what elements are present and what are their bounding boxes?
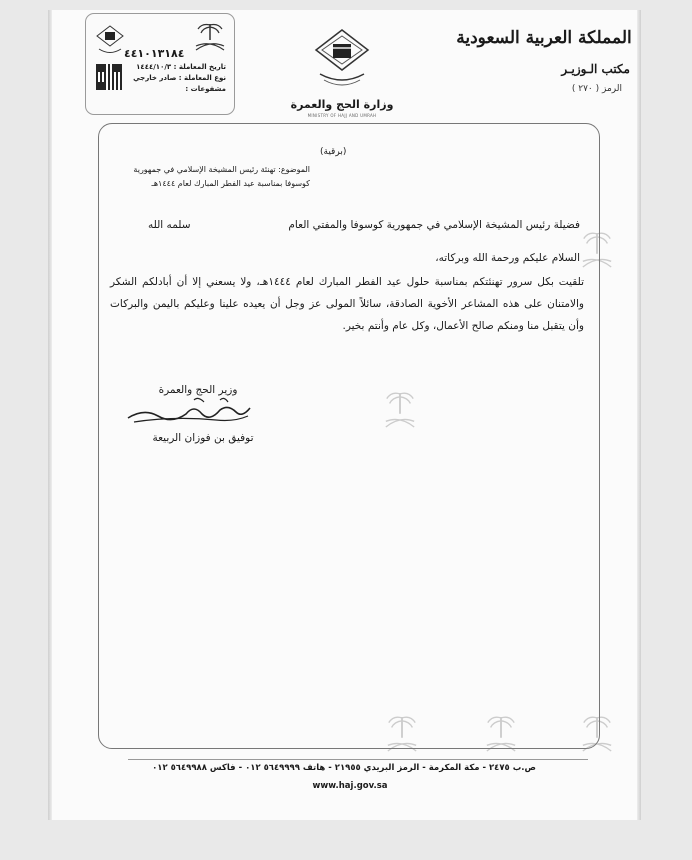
- letter-body: تلقيت بكل سرور تهنئتكم بمناسبة حلول عيد الفطر المبارك لعام ١٤٤٤هـ، ولا يسعني إلا أن أبادلكم الشكر والامتنان على هذه المشاعر الأخوية الصادقة، سائلاً المولى عز وجل أن يعيده علينا وعليكم باليمن والبركات وأن يتقبل منا ومنكم صالح الأعمال، وكل عام وأنتم بخير.: [110, 276, 584, 332]
- signer-title: وزير الحج والعمرة: [158, 384, 238, 396]
- kingdom-title: المملكة العربية السعودية: [456, 28, 632, 48]
- footer-website: www.haj.gov.sa: [312, 781, 388, 791]
- ministry-name: وزارة الحج والعمرة: [290, 98, 394, 111]
- signer-name: توفيق بن فوزان الربيعة: [152, 432, 254, 444]
- subject: [110, 163, 310, 191]
- ministry-logo-small-icon: [95, 24, 125, 58]
- qr-code: [96, 64, 122, 90]
- transaction-date: تاريخ المعاملة : ١٤٤٤/١٠/٣: [136, 63, 226, 71]
- transaction-info-card: [85, 13, 235, 115]
- watermark-emblem-icon: [385, 712, 419, 756]
- watermark-emblem-icon: [580, 228, 614, 272]
- transaction-number: ٤٤١٠١٣١٨٤: [124, 47, 185, 60]
- office-label: مكتب الـوزيـر: [561, 62, 630, 76]
- ministry-logo-icon: [312, 28, 372, 96]
- ministry-name-en: MINISTRY OF HAJJ AND UMRAH: [307, 113, 377, 118]
- transaction-details: [130, 62, 226, 95]
- greeting: السلام عليكم ورحمة الله وبركاته،: [435, 252, 580, 264]
- office-code: الرمز ( ٢٧٠ ): [571, 84, 622, 94]
- watermark-emblem-icon: [580, 712, 614, 756]
- salutation-suffix: سلمه الله: [148, 219, 191, 231]
- page-right-edge: [637, 10, 641, 820]
- palm-swords-emblem-icon: [192, 20, 228, 54]
- subject-line-2: كوسوفا بمناسبة عيد الفطر المبارك لعام ١٤٤٤هـ: [151, 179, 310, 188]
- transaction-attachments: مشفوعات :: [185, 85, 226, 93]
- subject-line-1: الموضوع: تهنئة رئيس المشيخة الإسلامي في جمهورية: [133, 165, 310, 174]
- footer-divider: [128, 759, 588, 760]
- watermark-emblem-icon: [484, 712, 518, 756]
- footer-address: ص.ب ٢٤٧٥ - مكة المكرمة - الرمز البريدي ٢١٩٥٥ - هاتف ٥٦٤٩٩٩٩ ٠١٢ - فاكس ٥٦٤٩٩٨٨ ٠١٢: [152, 763, 536, 773]
- watermark-emblem-icon: [383, 388, 417, 432]
- transaction-type: نوع المعاملة : صادر خارجي: [133, 74, 226, 82]
- handwritten-signature: [124, 394, 254, 428]
- addressee: فضيلة رئيس المشيخة الإسلامي في جمهورية كوسوفا والمفتي العام: [288, 219, 580, 231]
- telegram-label: (برقية): [320, 147, 347, 157]
